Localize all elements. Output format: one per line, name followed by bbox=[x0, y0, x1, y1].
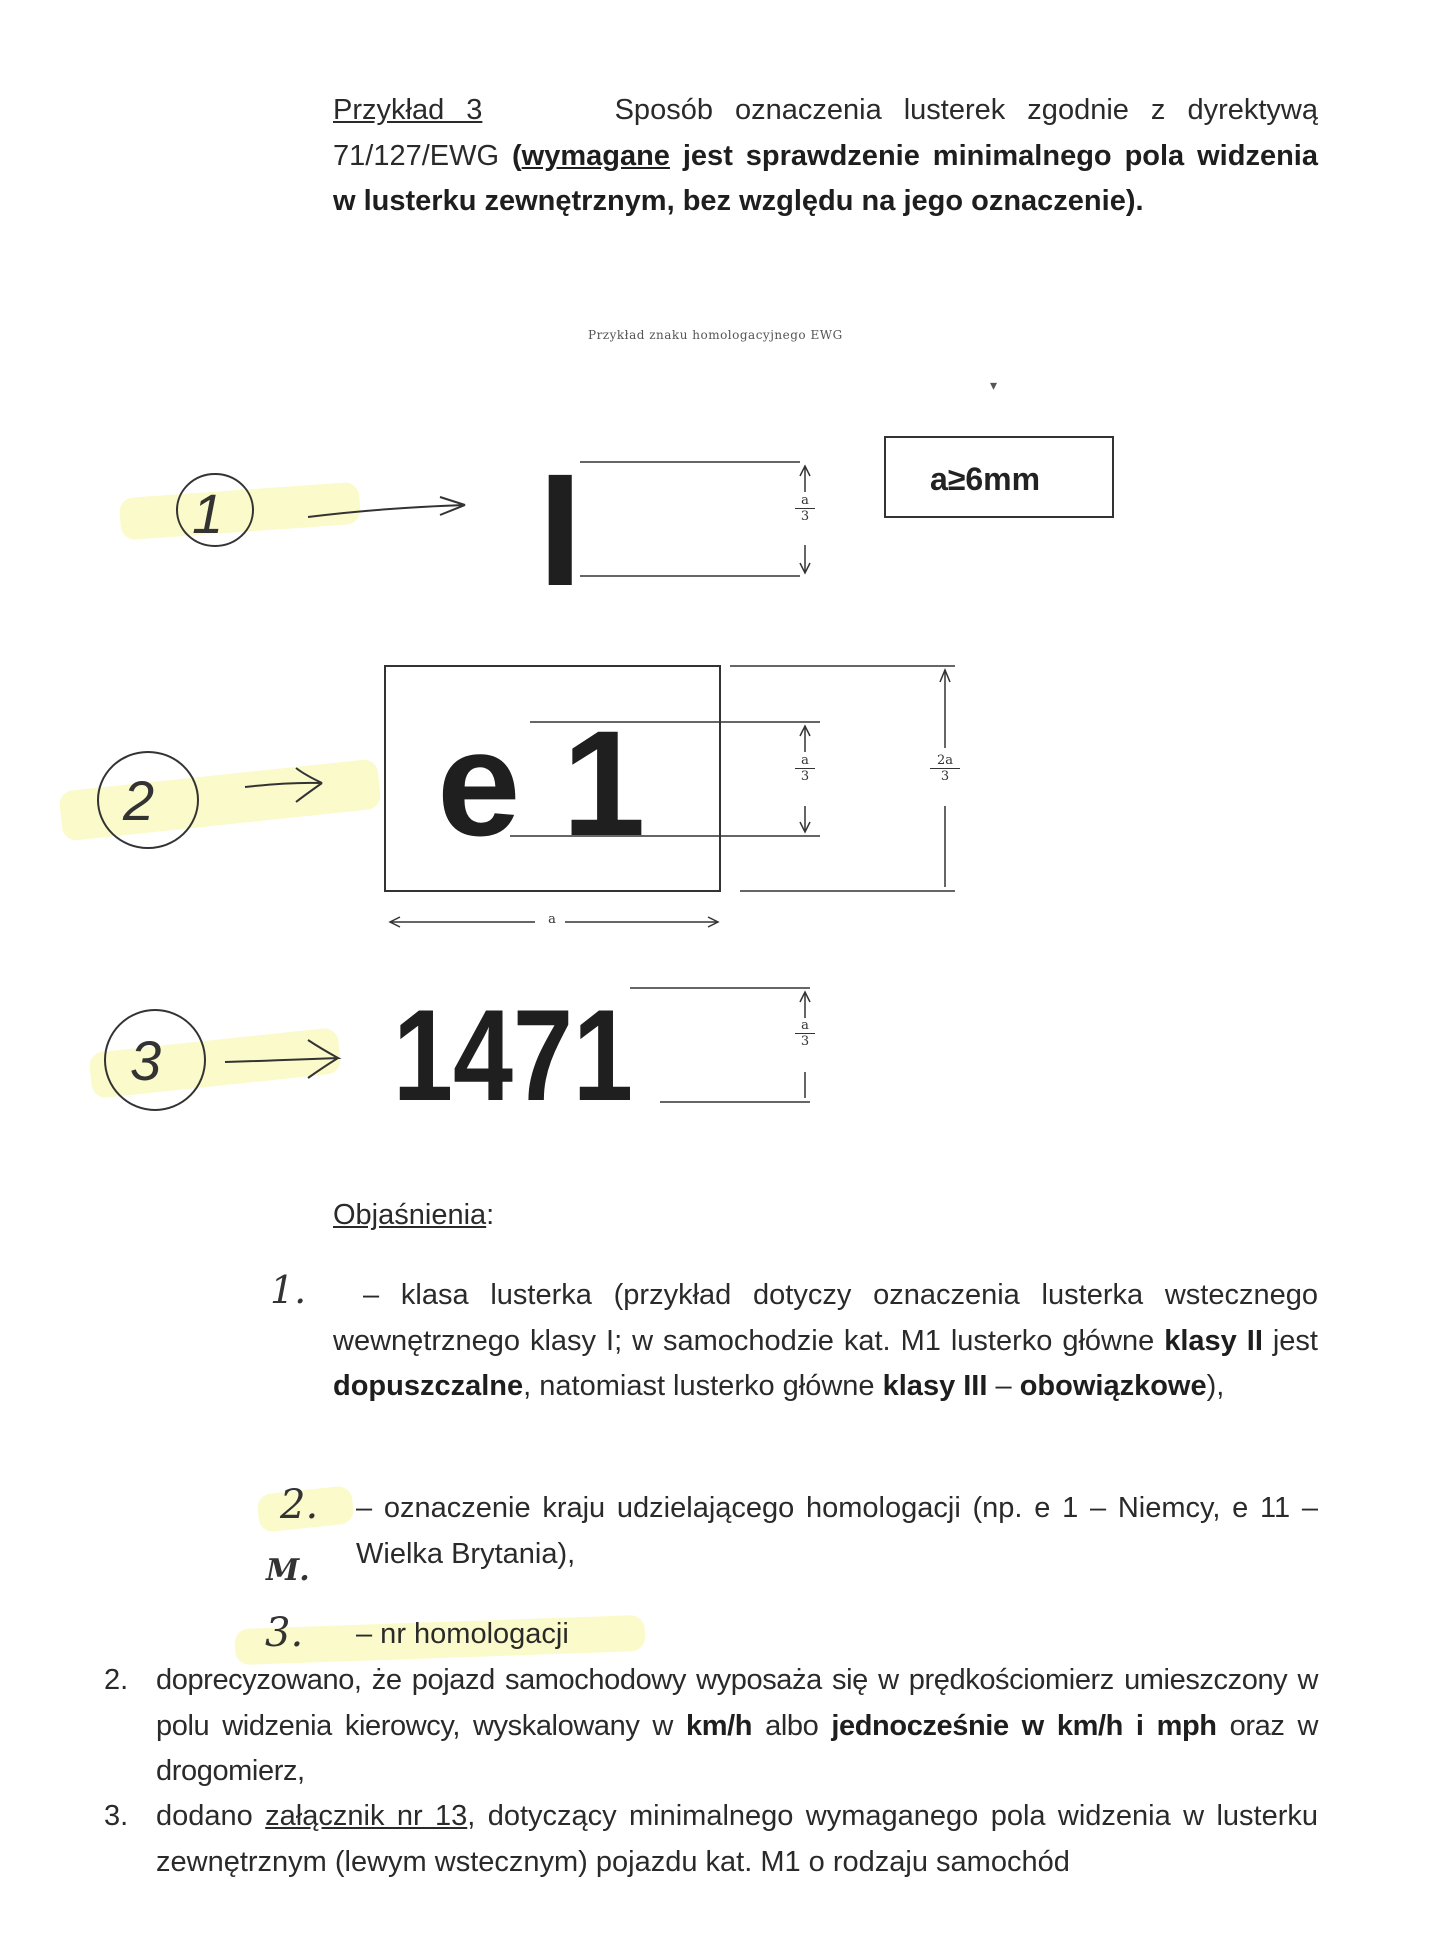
svg-text:▾: ▾ bbox=[990, 377, 998, 393]
list-item-3-number: 3. bbox=[104, 1800, 129, 1832]
list-3-text-b: , dotyczący minimalnego wymaganego pola widzenia w lusterku zewnętrznym (lewym wstecznym) pojazdu kat. M1 o rodzaju samochód bbox=[156, 1800, 1318, 1878]
list-item-3 bbox=[156, 1794, 1318, 1885]
hand-number-2: 2 bbox=[123, 769, 155, 832]
dim-a3-2 bbox=[795, 753, 815, 784]
dim-a3-1-num: a bbox=[795, 493, 815, 509]
example-title-rest: jest sprawdzenie minimalnego pola widzenia w lusterku zewnętrznym, bez względu na jego oznaczenie). bbox=[333, 139, 1318, 217]
hand-number-3: 3 bbox=[130, 1029, 162, 1092]
paren-open: ( bbox=[511, 139, 522, 172]
hand-label-3: 3. bbox=[265, 1610, 304, 1656]
hand-label-1: 1. bbox=[270, 1268, 307, 1312]
expl-1-text-c: , natomiast lusterko główne bbox=[523, 1370, 875, 1402]
min-size-label: a≥6mm bbox=[930, 461, 1041, 497]
list-item-2 bbox=[156, 1658, 1318, 1795]
annex-13-link: załącznik nr 13 bbox=[265, 1800, 468, 1832]
expl-1-text-e: ), bbox=[1206, 1370, 1225, 1402]
list-item-2-number: 2. bbox=[104, 1664, 129, 1696]
list-2-text-a: doprecyzowano, że pojazd samochodowy wyposaża się w prędkościomierz umieszczony w polu widzenia kierowcy, wyskalowany w bbox=[156, 1664, 1318, 1742]
explanation-item-3: – nr homologacji bbox=[356, 1618, 569, 1650]
hand-label-2: 2. bbox=[280, 1482, 319, 1528]
approval-number-dimension bbox=[630, 988, 810, 1102]
explanations-heading-text: Objaśnienia bbox=[333, 1199, 487, 1231]
list-2-bold-1: km/h bbox=[686, 1709, 753, 1742]
example-title: Sposób oznaczenia lusterek zgodnie z dyrektywą 71/127/EWG bbox=[333, 94, 1319, 172]
explanation-item-1 bbox=[333, 1273, 1318, 1410]
dim-a3-3-num: a bbox=[795, 1018, 815, 1034]
hand-number-1: 1 bbox=[192, 482, 224, 545]
dim-a3-2-num: a bbox=[795, 753, 815, 769]
dim-2a3 bbox=[930, 753, 960, 784]
dim-a3-3-den: 3 bbox=[800, 1034, 810, 1049]
dim-2a3-num: 2a bbox=[930, 753, 960, 769]
expl-1-text-a: – klasa lusterka (przykład dotyczy oznaczenia lusterka wstecznego wewnętrznego klasy I; w samochodzie kat. M1 lusterko główne bbox=[333, 1279, 1318, 1357]
hand-scribble: M. bbox=[266, 1553, 310, 1588]
dim-2a3-den: 3 bbox=[940, 769, 950, 784]
dim-a-width: a bbox=[540, 912, 564, 927]
arrow-3 bbox=[225, 1040, 338, 1078]
figure-caption: Przykład znaku homologacyjnego EWG bbox=[588, 328, 843, 342]
list-2-text-c: oraz w drogomierz, bbox=[156, 1709, 1318, 1787]
expl-1-bold-1: klasy II bbox=[1164, 1324, 1263, 1357]
expl-1-text-b: jest bbox=[1272, 1324, 1318, 1357]
list-3-text-a: dodano bbox=[156, 1800, 253, 1832]
explanations-heading bbox=[333, 1193, 494, 1239]
expl-1-bold-3: klasy III bbox=[882, 1370, 988, 1402]
list-2-bold-2: jednocześnie w km/h i mph bbox=[831, 1709, 1217, 1742]
expl-1-bold-4: obowiązkowe bbox=[1019, 1370, 1207, 1402]
dim-a3-2-den: 3 bbox=[800, 769, 810, 784]
expl-1-text-d: – bbox=[995, 1370, 1012, 1402]
class-mark-dimension bbox=[580, 462, 810, 576]
dim-a3-1 bbox=[795, 493, 815, 524]
required-word: wymagane bbox=[521, 139, 670, 172]
explanation-item-2: – oznaczenie kraju udzielającego homologacji (np. e 1 – Niemcy, e 11 – Wielka Brytania), bbox=[356, 1492, 1318, 1570]
class-mark: I bbox=[538, 440, 583, 619]
explanations-heading-colon: : bbox=[486, 1199, 495, 1231]
dim-a3-3 bbox=[795, 1018, 815, 1049]
dim-a3-1-den: 3 bbox=[800, 509, 810, 524]
expl-1-bold-2: dopuszczalne bbox=[333, 1370, 524, 1402]
approval-number: 1471 bbox=[393, 982, 633, 1128]
arrow-1 bbox=[308, 497, 465, 517]
country-mark: e 1 bbox=[437, 699, 646, 867]
list-2-text-b: albo bbox=[765, 1709, 819, 1742]
example-label: Przykład 3 bbox=[333, 94, 483, 126]
arrow-2 bbox=[245, 768, 322, 802]
